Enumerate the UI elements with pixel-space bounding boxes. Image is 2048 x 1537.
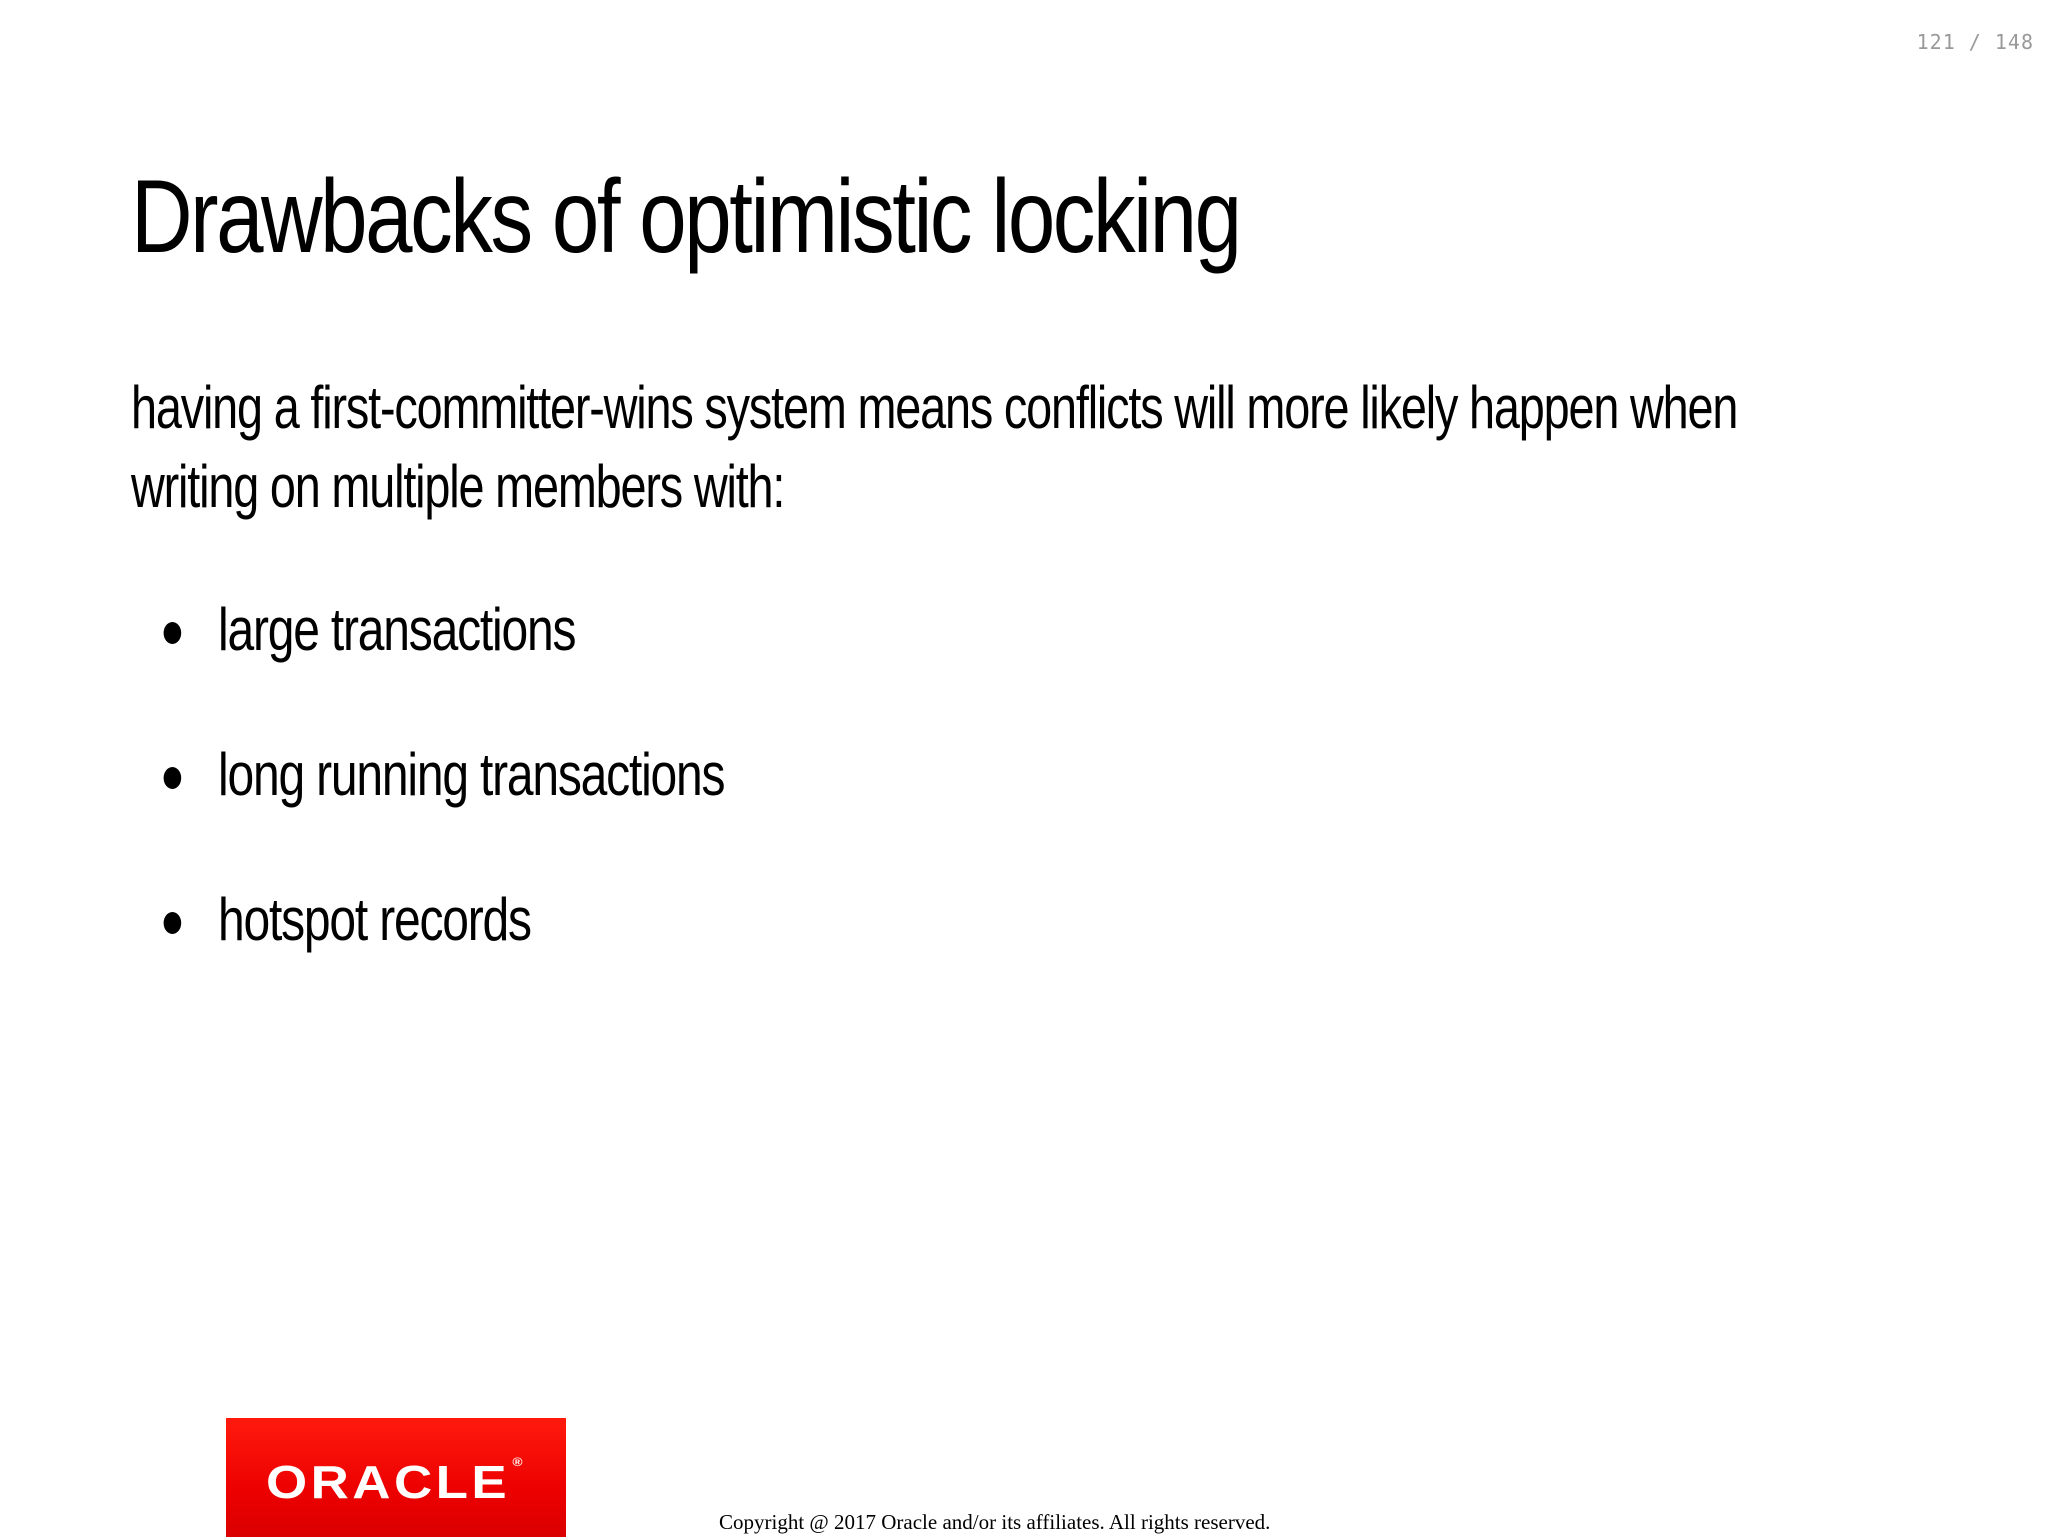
bullet-dot-icon [164, 912, 182, 934]
bullet-item-long-running-transactions [158, 735, 724, 880]
bullet-dot-icon [164, 622, 182, 644]
slide-title: Drawbacks of optimistic locking [131, 159, 1240, 275]
slide-intro-text: having a first-committer-wins system means conflicts will more likely happen when writing on multiple members with: [131, 374, 1738, 520]
bullet-item-large-transactions [158, 590, 724, 735]
page-counter: 121 / 148 [1916, 30, 2034, 54]
bullet-text: hotspot records [218, 886, 531, 953]
bullet-list [158, 590, 724, 1025]
bullet-dot-icon [164, 767, 182, 789]
oracle-logo-text: ORACLE ® [265, 1454, 526, 1508]
copyright-notice: Copyright @ 2017 Oracle and/or its affiliates. All rights reserved. [719, 1510, 1271, 1534]
bullet-text: long running transactions [218, 741, 725, 808]
registered-mark-icon: ® [512, 1454, 526, 1469]
bullet-text: large transactions [218, 596, 576, 663]
bullet-item-hotspot-records [158, 880, 724, 1025]
oracle-logo [226, 1418, 566, 1537]
